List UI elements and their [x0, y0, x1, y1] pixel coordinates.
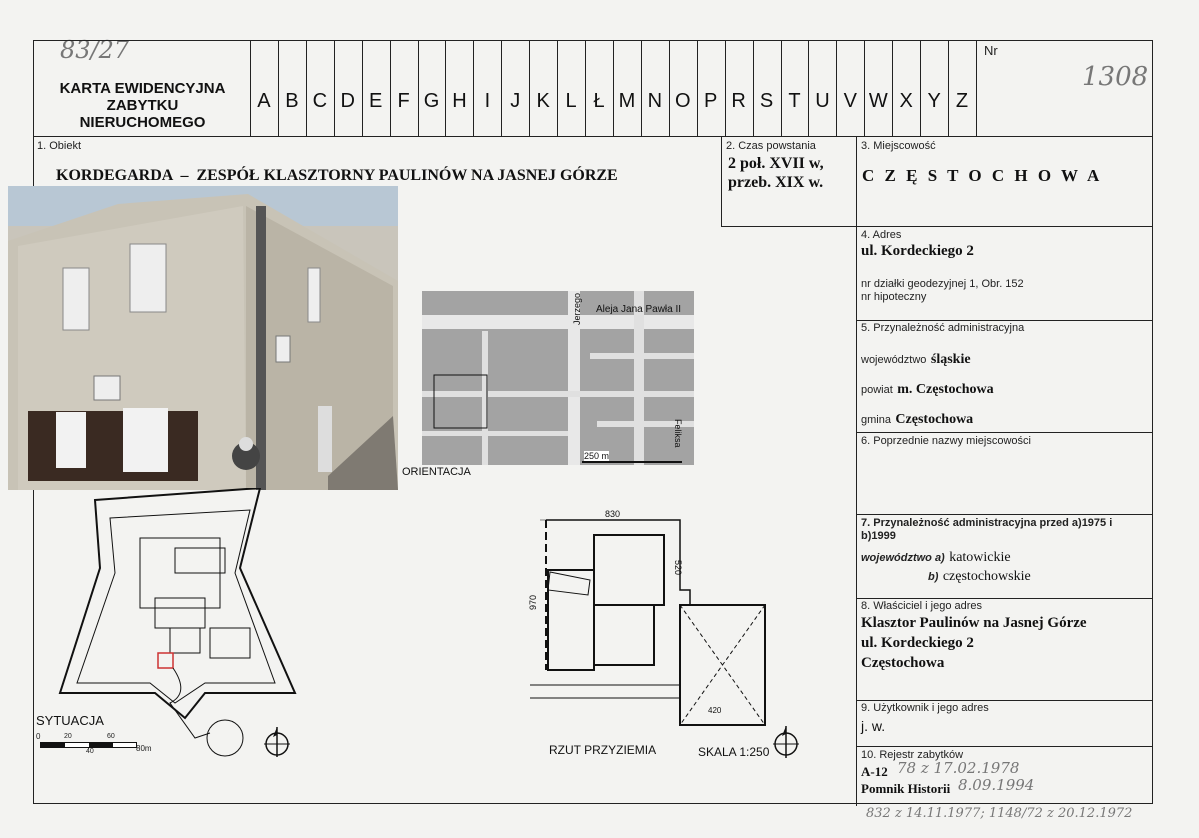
admin-before-a: województwo a) katowickie	[861, 550, 1011, 565]
owner-line1: Klasztor Paulinów na Jasnej Górze	[861, 615, 1087, 631]
address-label: 4. Adres	[861, 229, 902, 241]
north-arrow-plan-icon	[771, 724, 801, 760]
index-letter: Y	[927, 90, 941, 112]
building-photo	[8, 186, 398, 490]
owner-line3: Częstochowa	[861, 655, 945, 671]
index-letter: P	[704, 90, 718, 112]
admin-label: 5. Przynależność administracyjna	[861, 322, 1025, 334]
map-street-2: Jerzego	[572, 293, 582, 326]
situation-scale-tick-80: 80m	[136, 744, 152, 753]
user-label: 9. Użytkownik i jego adres	[861, 702, 989, 714]
owner-line2: ul. Kordeckiego 2	[861, 635, 974, 651]
admin-before-b: b) częstochowskie	[928, 569, 1031, 584]
admin-voivodeship: województwo śląskie	[861, 352, 971, 367]
index-letter: X	[899, 90, 913, 112]
handwritten-monument-date: 8.09.1994	[958, 776, 1035, 794]
index-letter: N	[647, 90, 663, 112]
admin-before-label: 7. Przynależność administracyjna przed a)1975 i b)1999	[861, 517, 1113, 542]
address-plot: nr działki geodezyjnej 1, Obr. 152	[861, 278, 1024, 290]
map-street-3: Feliksa	[673, 419, 683, 448]
index-letter: R	[731, 90, 746, 112]
index-letter: D	[340, 90, 355, 112]
index-letter: H	[452, 90, 467, 112]
index-letter: E	[368, 90, 383, 112]
map-scale-label: 250 m	[584, 451, 610, 461]
handwritten-nr: 1308	[1082, 62, 1149, 92]
situation-scale-tick-40: 40	[86, 748, 94, 755]
nr-label: Nr	[984, 43, 998, 58]
time-line1: 2 poł. XVII w,	[728, 155, 824, 172]
dim-830: 830	[605, 509, 621, 519]
index-letter: S	[759, 90, 774, 112]
ground-floor-plan	[530, 510, 770, 735]
orientation-label: ORIENTACJA	[402, 466, 471, 478]
index-letter: I	[484, 90, 491, 112]
handwritten-card-number: 83/27	[60, 36, 130, 64]
admin-commune: gmina Częstochowa	[861, 412, 974, 427]
orientation-map	[422, 291, 694, 465]
situation-scale-tick-60: 60	[107, 733, 115, 740]
index-letter: F	[397, 90, 410, 112]
index-letter: B	[285, 90, 299, 112]
object-value: KORDEGARDA – ZESPÓŁ KLASZTORNY PAULINÓW NA JASNEJ GÓRZE	[56, 167, 618, 184]
handwritten-registry-note: 78 z 17.02.1978	[897, 759, 1020, 777]
index-letter: J	[510, 90, 521, 112]
index-letter: O	[675, 90, 691, 112]
index-letter: Ł	[593, 90, 605, 112]
time-label: 2. Czas powstania	[726, 140, 816, 152]
dim-520: 520	[673, 560, 683, 576]
admin-county: powiat m. Częstochowa	[861, 382, 994, 397]
index-letter: Z	[955, 90, 969, 112]
place-value: C Z Ę S T O C H O W A	[862, 166, 1103, 185]
situation-label: SYTUACJA	[36, 713, 104, 728]
index-letter: V	[843, 90, 858, 112]
index-letter: C	[312, 90, 328, 112]
index-letter: G	[423, 90, 440, 112]
object-label: 1. Obiekt	[37, 140, 82, 152]
registry-label: 10. Rejestr zabytków	[861, 749, 964, 761]
situation-scale-tick-20: 20	[64, 733, 72, 740]
address-mortgage: nr hipoteczny	[861, 291, 927, 303]
handwritten-bottom-note: 832 z 14.11.1977; 1148/72 z 20.12.1972	[866, 806, 1133, 821]
north-arrow-icon	[262, 725, 292, 759]
index-letter: M	[618, 90, 636, 112]
dim-970: 970	[528, 595, 538, 611]
index-letter: W	[868, 90, 888, 112]
scale-label: SKALA 1:250	[698, 745, 770, 759]
index-letter: L	[565, 90, 577, 112]
situation-scale-tick-0: 0	[36, 732, 41, 741]
user-value: j. w.	[861, 718, 886, 734]
prev-names-label: 6. Poprzednie nazwy miejscowości	[861, 435, 1031, 447]
registry-monument: Pomnik Historii	[861, 781, 951, 796]
dim-420: 420	[708, 706, 722, 715]
time-line2: przeb. XIX w.	[728, 174, 824, 191]
card-title: KARTA EWIDENCYJNA ZABYTKU NIERUCHOMEGO	[59, 80, 226, 131]
registry-number: A-12	[861, 764, 888, 779]
place-label: 3. Miejscowość	[861, 140, 936, 152]
ground-floor-label: RZUT PRZYZIEMIA	[549, 743, 657, 757]
map-scale-bar	[582, 461, 682, 463]
map-street-1: Aleja Jana Pawła II	[596, 304, 682, 315]
address-value: ul. Kordeckiego 2	[861, 243, 974, 259]
index-letter: T	[788, 90, 801, 112]
index-letter: K	[536, 90, 550, 112]
index-letter: A	[257, 90, 271, 112]
index-letter: U	[815, 90, 830, 112]
owner-label: 8. Właściciel i jego adres	[861, 600, 983, 612]
